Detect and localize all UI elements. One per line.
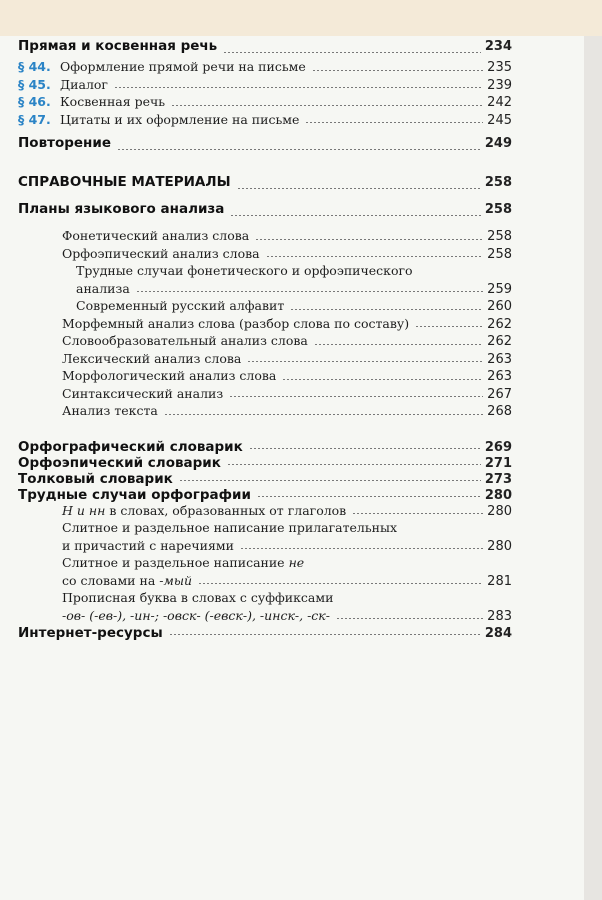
dot-leader — [198, 583, 483, 584]
toc-entry-spelling-dictionary[interactable] — [18, 439, 512, 455]
toc-entry-title — [62, 555, 304, 570]
toc-entry-title: и причастий с наречиями — [62, 537, 234, 553]
toc-entry-title: Морфологический анализ слова — [62, 368, 277, 383]
dot-leader — [117, 149, 481, 150]
toc-entry-title: Морфемный анализ слова (разбор слова по составу) — [62, 315, 410, 331]
page-edge-strip — [584, 36, 602, 900]
toc-page-number: 245 — [487, 112, 512, 128]
toc-page-number: 234 — [484, 39, 512, 54]
toc-entry-alphabet[interactable] — [18, 298, 512, 316]
toc-entry-difficult-cases-line2[interactable] — [18, 281, 512, 299]
toc-page-number: 262 — [487, 334, 512, 349]
toc-page-number: 269 — [484, 439, 512, 455]
toc-entry-title: Диалог — [60, 76, 108, 92]
toc-page-number: 283 — [487, 608, 512, 624]
toc-entry-title: Орфографический словарик — [18, 438, 243, 455]
toc-entry-capital-letter-line1[interactable] — [18, 590, 512, 608]
toc-entry-orthoepic-dictionary[interactable] — [18, 455, 512, 471]
dot-leader — [169, 634, 481, 635]
toc-entry-title: Орфоэпический анализ слова — [62, 245, 260, 261]
toc-entry-difficult-spelling[interactable] — [18, 487, 512, 503]
dot-leader — [290, 309, 483, 310]
toc-entry-ne-line2[interactable] — [18, 573, 512, 591]
section-number: § 46. — [18, 94, 51, 109]
toc-entry-title — [62, 573, 192, 588]
dot-leader — [136, 291, 483, 292]
toc-entry-title-text: Слитное и раздельное написание — [62, 555, 289, 570]
toc-page-number: 258 — [484, 202, 512, 217]
dot-leader — [179, 480, 481, 481]
dot-leader — [237, 188, 481, 189]
toc-entry-title: Планы языкового анализа — [18, 201, 225, 217]
dot-leader — [223, 52, 481, 53]
page-top-band — [0, 0, 602, 36]
toc-page-number: 271 — [484, 455, 512, 471]
toc-entry-title — [62, 503, 346, 518]
toc-entry-explanatory-dictionary[interactable] — [18, 471, 512, 487]
toc-entry-repetition[interactable] — [18, 135, 512, 156]
italic-term: Н и нн — [62, 502, 106, 518]
toc-section-44[interactable] — [18, 59, 512, 77]
toc-entry-title-text: со словами на — [62, 572, 160, 588]
dot-leader — [305, 122, 483, 123]
toc-page-number: 258 — [487, 246, 512, 262]
dot-leader — [266, 256, 484, 257]
toc-entry-adjectives-line2[interactable] — [18, 538, 512, 556]
toc-page-number: 239 — [487, 77, 512, 93]
toc-entry-title: Прописная буква в словах с суффиксами — [62, 590, 334, 605]
toc-entry-title: Косвенная речь — [60, 94, 166, 109]
toc-entry-title: анализа — [76, 280, 130, 296]
toc-page-number: 280 — [487, 538, 512, 554]
toc-page-number: 258 — [484, 175, 512, 190]
toc-page-number: 273 — [484, 471, 512, 487]
dot-leader — [312, 70, 483, 71]
toc-entry-difficult-cases-line1[interactable] — [18, 263, 512, 281]
toc-entry-title: СПРАВОЧНЫЕ МАТЕРИАЛЫ — [18, 174, 231, 190]
table-of-contents — [18, 38, 512, 641]
italic-term: -ов- (-ев-), -ин-; -овск- (-евск-), -инск-, -ск- — [62, 607, 330, 623]
dot-leader — [229, 396, 483, 397]
toc-entry-title: Анализ текста — [62, 403, 158, 418]
toc-page-number: 268 — [487, 404, 512, 419]
dot-leader — [247, 361, 483, 362]
toc-entry-n-nn[interactable] — [18, 503, 512, 521]
toc-entry-title: Интернет-ресурсы — [18, 625, 163, 641]
toc-page-number: 280 — [487, 503, 512, 519]
toc-entry-title: Повторение — [18, 135, 111, 151]
toc-entry-morphological-analysis[interactable] — [18, 368, 512, 386]
dot-leader — [230, 215, 480, 216]
toc-entry-analysis-plans[interactable] — [18, 201, 512, 222]
toc-entry-title: Трудные случаи орфографии — [18, 486, 251, 503]
dot-leader — [352, 513, 483, 514]
toc-section-46[interactable] — [18, 94, 512, 112]
toc-entry-morphemic-analysis[interactable] — [18, 316, 512, 334]
toc-entry-title: Орфоэпический словарик — [18, 454, 221, 471]
toc-entry-title: Лексический анализ слова — [62, 350, 242, 366]
toc-page-number: 280 — [484, 487, 512, 503]
dot-leader — [114, 87, 483, 88]
dot-leader — [164, 414, 483, 415]
toc-page-number: 281 — [487, 573, 512, 589]
toc-entry-text-analysis[interactable] — [18, 403, 512, 421]
toc-entry-adjectives-line1[interactable] — [18, 520, 512, 538]
toc-page-number: 284 — [484, 626, 512, 641]
toc-page-number: 242 — [487, 95, 512, 110]
toc-entry-internet-resources[interactable] — [18, 625, 512, 641]
toc-page-number: 262 — [487, 316, 512, 332]
toc-entry-capital-letter-line2[interactable] — [18, 608, 512, 626]
toc-entry-title: Трудные случаи фонетического и орфоэпического — [76, 263, 413, 278]
toc-page-number: 249 — [484, 136, 512, 151]
section-number: § 44. — [18, 59, 51, 74]
toc-section-47[interactable] — [18, 112, 512, 130]
toc-section-45[interactable] — [18, 77, 512, 95]
toc-entry-title: Современный русский алфавит — [76, 298, 285, 313]
toc-entry-phonetic-analysis[interactable] — [18, 228, 512, 246]
toc-page-number: 260 — [487, 299, 512, 314]
toc-page-number: 263 — [487, 351, 512, 367]
toc-entry-title: Цитаты и их оформление на письме — [60, 111, 300, 127]
toc-entry-title: Оформление прямой речи на письме — [60, 59, 306, 74]
toc-entry-word-formation-analysis[interactable] — [18, 333, 512, 351]
dot-leader — [336, 618, 483, 619]
toc-entry-title: Прямая и косвенная речь — [18, 38, 218, 54]
dot-leader — [227, 464, 481, 465]
dot-leader — [249, 448, 481, 449]
italic-term: не — [288, 555, 305, 570]
dot-leader — [314, 344, 483, 345]
toc-entry-title: Толковый словарик — [18, 470, 173, 487]
toc-entry-title-rest: в словах, образованных от глаголов — [105, 502, 347, 518]
toc-page-number: 258 — [487, 229, 512, 244]
toc-page-number: 235 — [487, 60, 512, 75]
toc-entry-title: Синтаксический анализ — [62, 385, 224, 401]
toc-entry-ne-line1[interactable] — [18, 555, 512, 573]
toc-entry-title — [62, 608, 330, 623]
toc-entry-direct-indirect-speech[interactable] — [18, 38, 512, 59]
toc-entry-orthoepic-analysis[interactable] — [18, 246, 512, 264]
toc-entry-syntactic-analysis[interactable] — [18, 386, 512, 404]
toc-entry-reference-materials[interactable] — [18, 174, 512, 195]
toc-entry-title: Слитное и раздельное написание прилагательных — [62, 520, 398, 535]
dot-leader — [255, 239, 483, 240]
toc-page-number: 259 — [487, 281, 512, 297]
toc-entry-title: Словообразовательный анализ слова — [62, 333, 308, 348]
toc-entry-title: Фонетический анализ слова — [62, 228, 250, 243]
toc-page-number: 267 — [487, 386, 512, 402]
dot-leader — [282, 379, 483, 380]
dot-leader — [257, 496, 481, 497]
toc-entry-lexical-analysis[interactable] — [18, 351, 512, 369]
dot-leader — [240, 548, 483, 549]
section-number: § 47. — [18, 111, 51, 127]
dot-leader — [415, 326, 483, 327]
italic-term: -мый — [159, 572, 193, 588]
section-number: § 45. — [18, 76, 51, 92]
toc-page-number: 263 — [487, 369, 512, 384]
dot-leader — [171, 105, 483, 106]
